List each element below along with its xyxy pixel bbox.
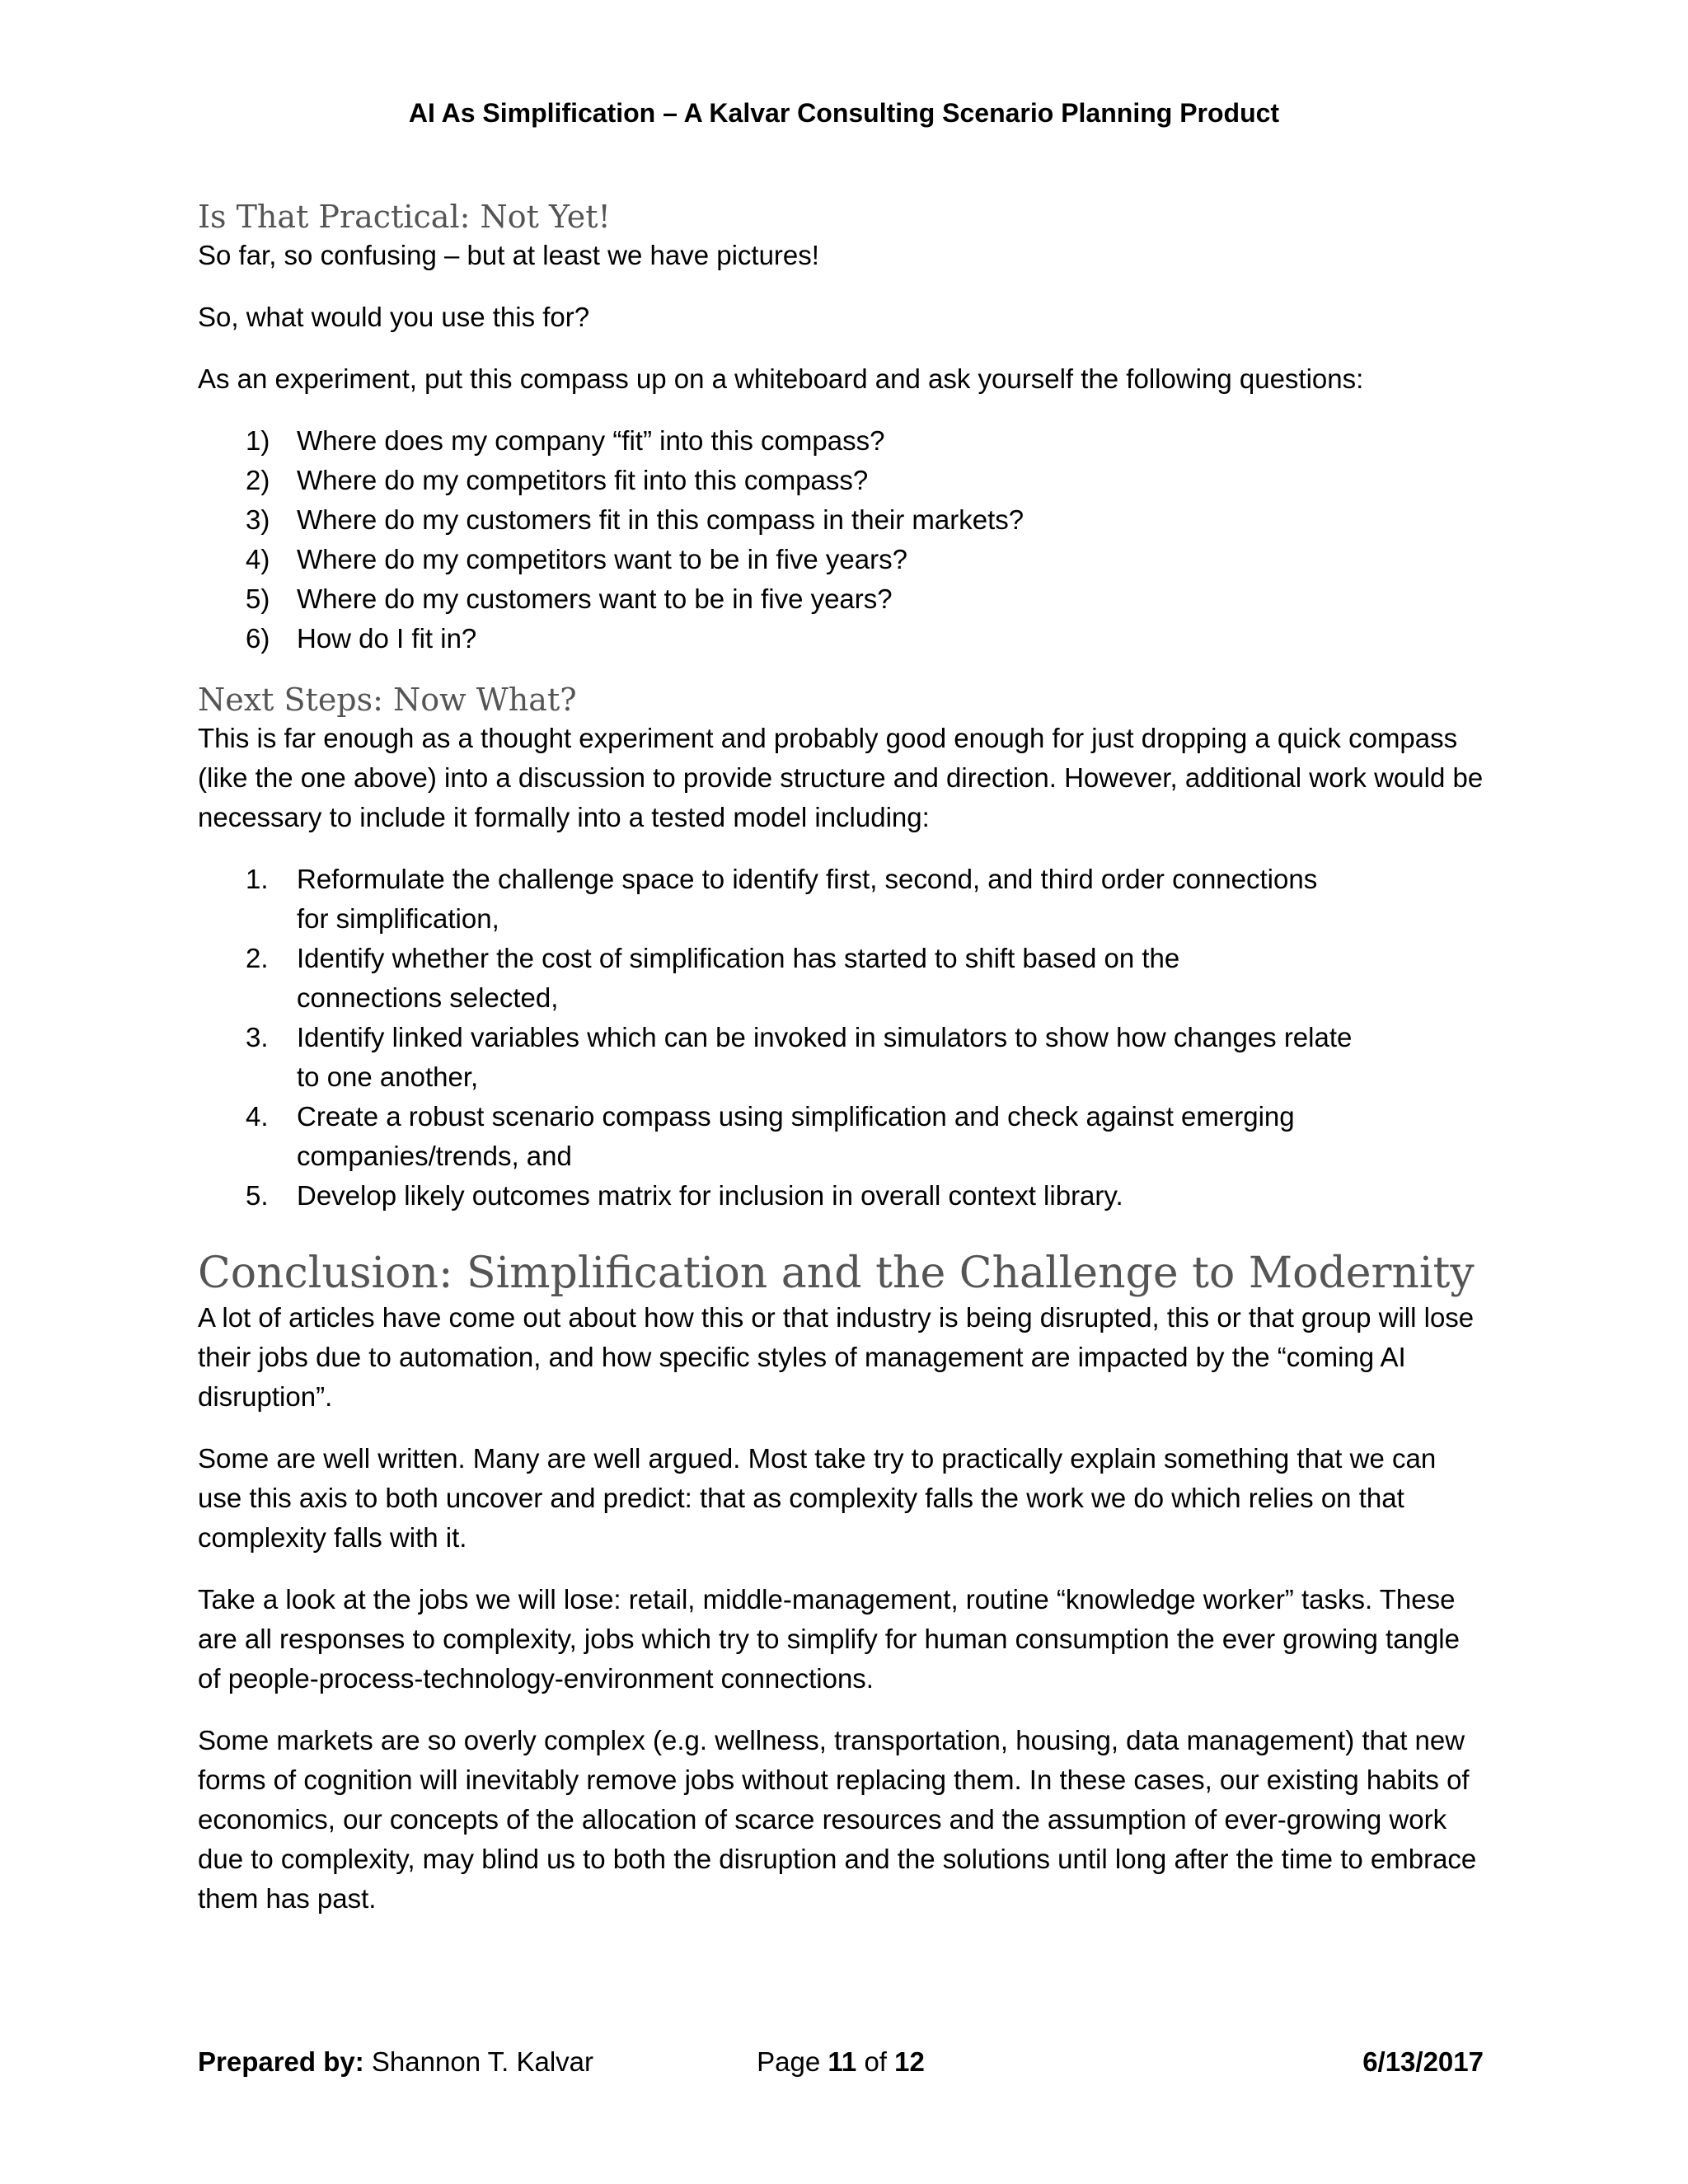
page-footer bbox=[198, 2042, 1484, 2082]
list-item-text: Create a robust scenario compass using simplification and check against emerging bbox=[297, 1101, 1295, 1132]
list-item bbox=[198, 1097, 1484, 1176]
list-item bbox=[198, 1176, 1484, 1216]
page-number bbox=[198, 2042, 1484, 2082]
list-item bbox=[198, 939, 1484, 1018]
document-date: 6/13/2017 bbox=[1362, 2046, 1484, 2077]
list-item-text: Where do my competitors want to be in five years? bbox=[297, 544, 907, 574]
steps-list bbox=[198, 860, 1484, 1216]
list-item bbox=[198, 860, 1484, 939]
list-item-text: Where do my competitors fit into this compass? bbox=[297, 465, 869, 495]
list-number: 2. bbox=[246, 943, 269, 973]
prepared-by-label: Prepared by: bbox=[198, 2046, 364, 2077]
list-number: 6) bbox=[246, 623, 270, 654]
page-of-word: of bbox=[864, 2046, 887, 2077]
list-number: 3) bbox=[246, 504, 270, 535]
section-heading-next-steps: Next Steps: Now What? bbox=[198, 682, 577, 718]
section-heading-conclusion: Conclusion: Simplification and the Challenge to Modernity bbox=[198, 1249, 1475, 1298]
list-number: 2) bbox=[246, 465, 270, 495]
list-item-text: Reformulate the challenge space to identify first, second, and third order connections bbox=[297, 864, 1318, 894]
paragraph: So far, so confusing – but at least we have pictures! bbox=[198, 240, 819, 270]
list-item-text-continued: connections selected, bbox=[297, 982, 559, 1013]
paragraph: This is far enough as a thought experiment and probably good enough for just dropping a quick compass (like the one above) into a discussion to provide structure and direction. However, additional work would be necessary to include it formally into a tested model including: bbox=[198, 723, 1484, 832]
list-number: 3. bbox=[246, 1022, 269, 1052]
list-number: 1. bbox=[246, 864, 269, 894]
page-total: 12 bbox=[894, 2046, 925, 2077]
list-item-text: Where do my customers want to be in five years? bbox=[297, 583, 893, 614]
list-item-text-continued: for simplification, bbox=[297, 903, 499, 934]
paragraph: A lot of articles have come out about how this or that industry is being disrupted, this or that group will lose their jobs due to automation, and how specific styles of management are impacted by the “coming AI disruption”. bbox=[198, 1302, 1475, 1412]
list-item bbox=[198, 1018, 1484, 1097]
paragraph: So, what would you use this for? bbox=[198, 302, 590, 332]
list-item-text: Where do my customers fit in this compass in their markets? bbox=[297, 504, 1025, 535]
questions-list bbox=[198, 421, 1484, 658]
page-word: Page bbox=[757, 2046, 821, 2077]
list-number: 4) bbox=[246, 544, 270, 574]
list-item-text-continued: to one another, bbox=[297, 1062, 479, 1092]
list-item-text: Identify linked variables which can be invoked in simulators to show how changes relate bbox=[297, 1022, 1353, 1052]
page-content bbox=[198, 198, 1484, 1941]
list-item bbox=[198, 500, 1484, 540]
list-number: 5. bbox=[246, 1180, 269, 1211]
list-number: 4. bbox=[246, 1101, 269, 1132]
list-number: 5) bbox=[246, 583, 270, 614]
list-item bbox=[198, 461, 1484, 500]
list-item bbox=[198, 579, 1484, 619]
list-item bbox=[198, 540, 1484, 579]
list-item-text: How do I fit in? bbox=[297, 623, 477, 654]
section-heading-practical: Is That Practical: Not Yet! bbox=[198, 199, 611, 235]
paragraph: Take a look at the jobs we will lose: retail, middle-management, routine “knowledge worker” tasks. These are all responses to complexity, jobs which try to simplify for human consumption the ever growing tangle of people-process-technology-environment connections. bbox=[198, 1584, 1460, 1694]
paragraph: As an experiment, put this compass up on a whiteboard and ask yourself the following questions: bbox=[198, 363, 1364, 394]
list-number: 1) bbox=[246, 425, 270, 456]
list-item-text: Where does my company “fit” into this compass? bbox=[297, 425, 885, 456]
list-item-text: Identify whether the cost of simplification has started to shift based on the bbox=[297, 943, 1180, 973]
page-header-title: AI As Simplification – A Kalvar Consulting Scenario Planning Product bbox=[408, 98, 1280, 128]
list-item bbox=[198, 619, 1484, 658]
list-item-text: Develop likely outcomes matrix for inclusion in overall context library. bbox=[297, 1180, 1123, 1211]
paragraph: Some markets are so overly complex (e.g. wellness, transportation, housing, data management) that new forms of cognition will inevitably remove jobs without replacing them. In these cases, our existing habits of economics, our concepts of the allocation of scarce resources and the assumption of ever-growing work due to complexity, may blind us to both the disruption and the solutions until long after the time to embrace them has past. bbox=[198, 1725, 1477, 1914]
page-current: 11 bbox=[828, 2046, 857, 2077]
author-name: Shannon T. Kalvar bbox=[371, 2046, 593, 2077]
list-item bbox=[198, 421, 1484, 461]
list-item-text-continued: companies/trends, and bbox=[297, 1141, 572, 1171]
paragraph: Some are well written. Many are well argued. Most take try to practically explain something that we can use this axis to both uncover and predict: that as complexity falls the work we do which relies on that complexity falls with it. bbox=[198, 1443, 1437, 1553]
